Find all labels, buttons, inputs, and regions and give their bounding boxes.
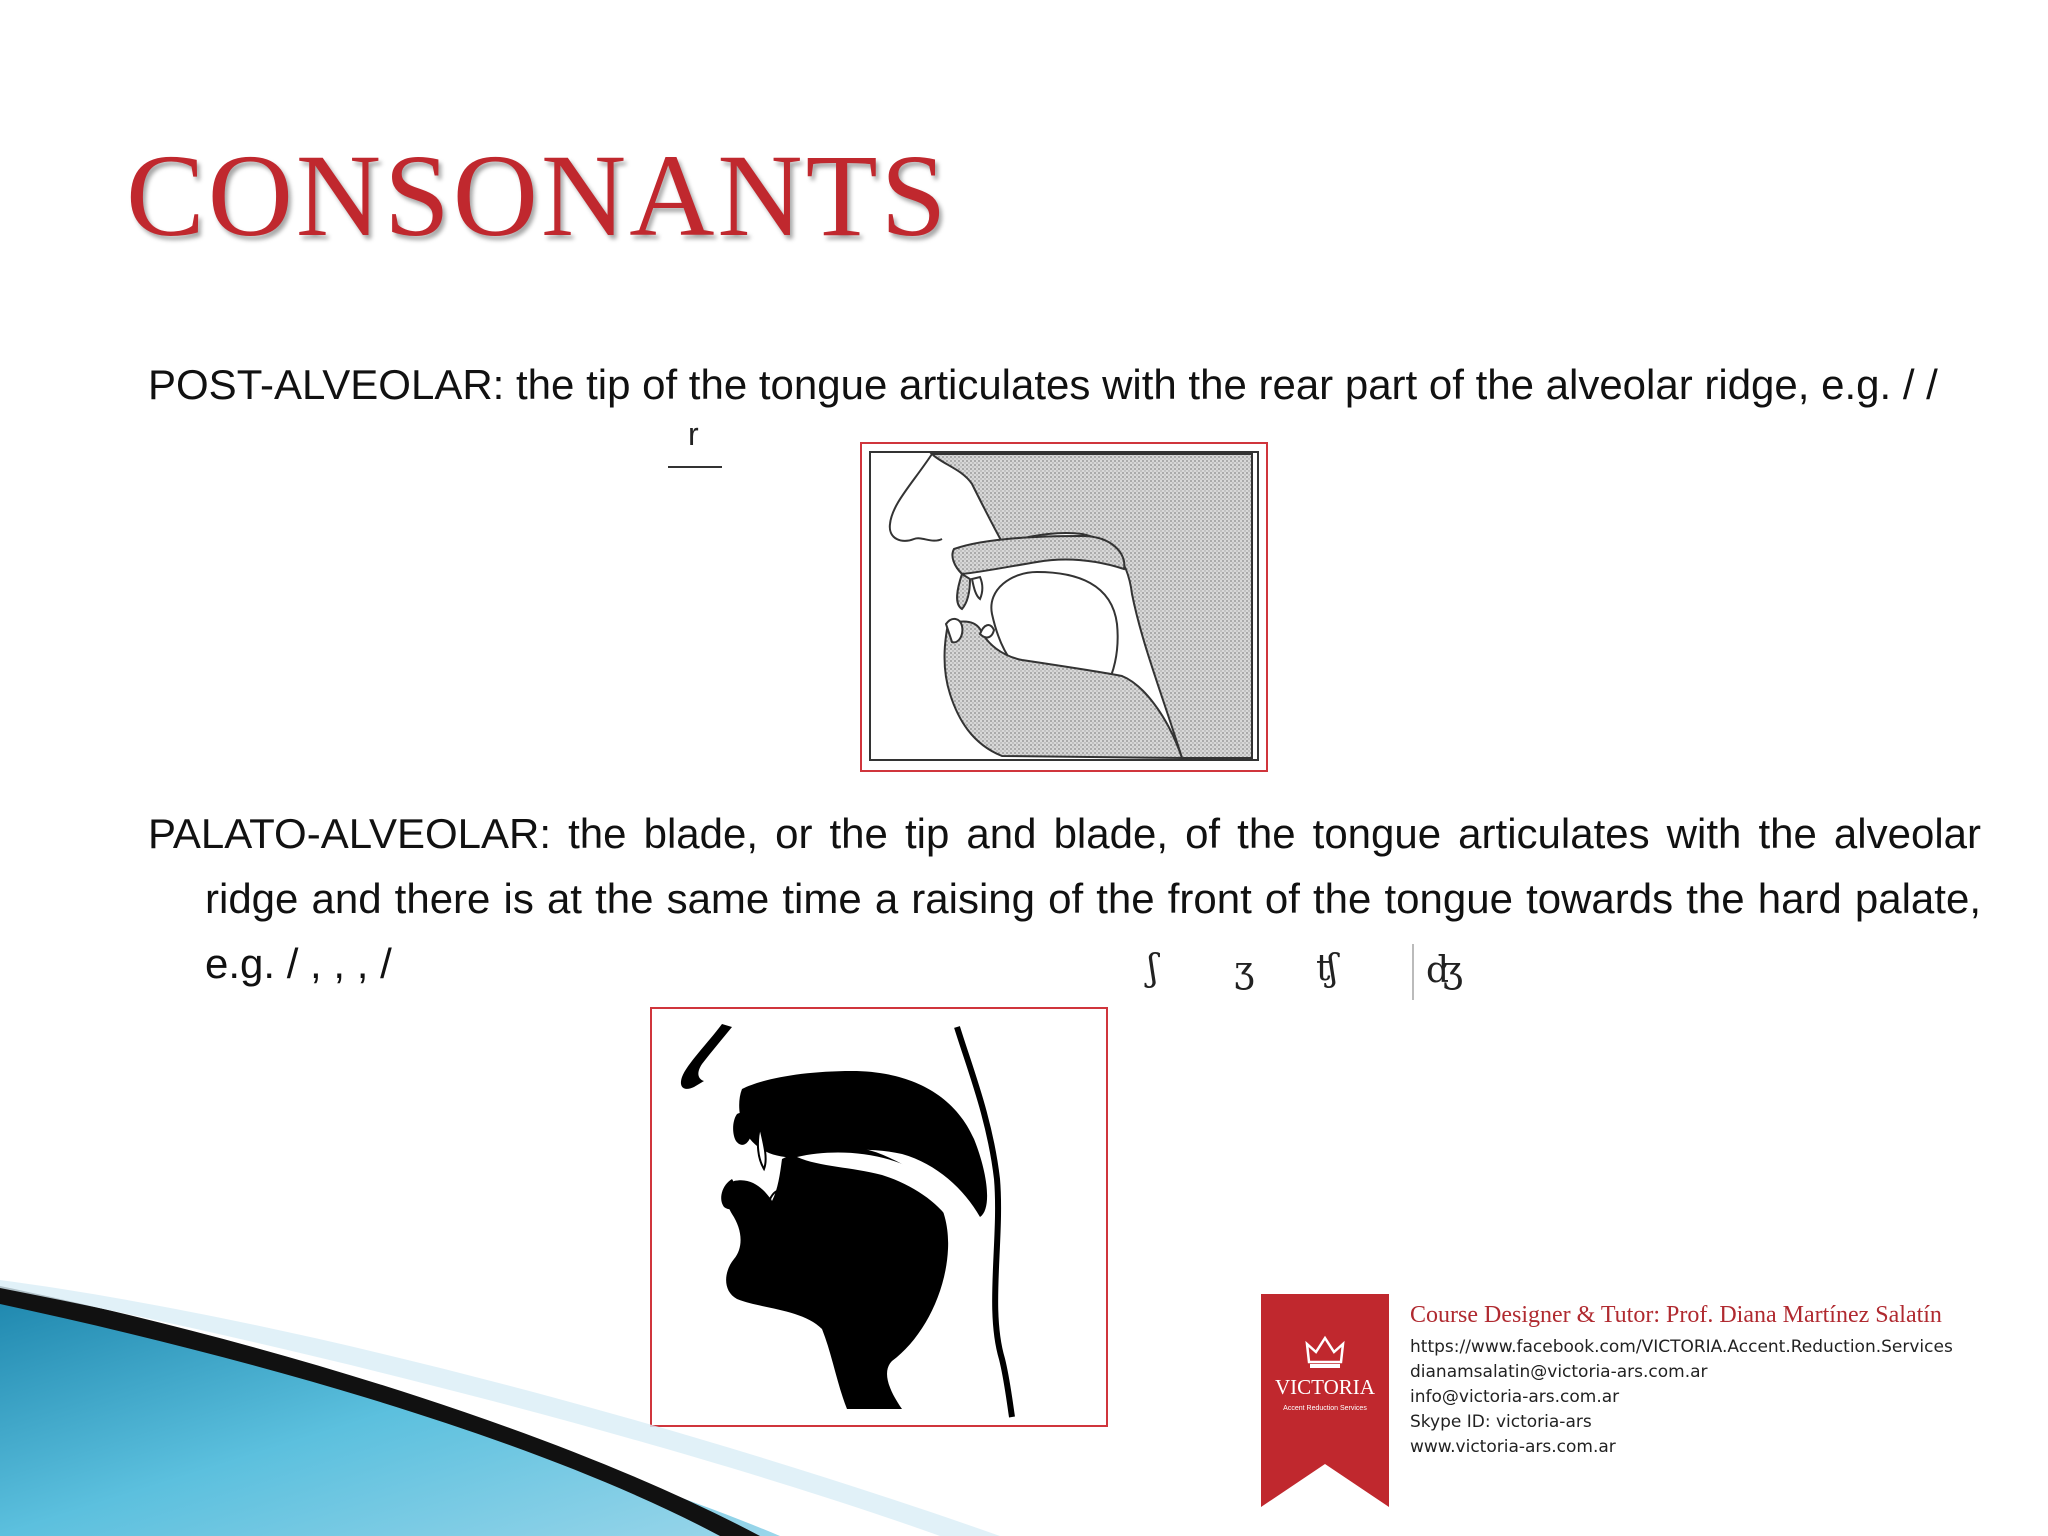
logo-tagline: Accent Reduction Services bbox=[1283, 1405, 1367, 1412]
symbol-underline bbox=[668, 466, 722, 468]
decorative-swoosh bbox=[0, 1280, 1000, 1536]
symbol-divider bbox=[1412, 944, 1414, 1000]
logo-name: VICTORIA bbox=[1275, 1375, 1375, 1399]
victoria-logo bbox=[1261, 1294, 1389, 1507]
credits-block bbox=[1410, 1302, 1953, 1460]
palato-alveolar-description: PALATO-ALVEOLAR: the blade, or the tip and blade, of the tongue articulates with the alveolar ridge and there is at the same time a raising of the front of the tongue towards the hard palate, e.g. / , , , / bbox=[148, 810, 1981, 987]
website-link[interactable]: www.victoria-ars.com.ar bbox=[1410, 1437, 1616, 1457]
ipa-symbol: ʧ bbox=[1316, 948, 1338, 989]
email-diana[interactable]: dianamsalatin@victoria-ars.com.ar bbox=[1410, 1362, 1708, 1382]
email-info[interactable]: info@victoria-ars.com.ar bbox=[1410, 1387, 1620, 1407]
post-alveolar-diagram bbox=[860, 442, 1268, 772]
ipa-symbol: ʤ bbox=[1426, 950, 1464, 991]
facebook-link[interactable]: https://www.facebook.com/VICTORIA.Accent.Reduction.Services bbox=[1410, 1337, 1953, 1357]
ipa-symbol: ʃ bbox=[1148, 948, 1158, 989]
slide-title: CONSONANTS bbox=[126, 130, 950, 261]
course-designer-heading: Course Designer & Tutor: Prof. Diana Martínez Salatín bbox=[1410, 1302, 1942, 1328]
post-alveolar-description: POST-ALVEOLAR: the tip of the tongue articulates with the rear part of the alveolar ridge, e.g. / / bbox=[148, 361, 1938, 408]
post-alveolar-symbol: r bbox=[688, 416, 699, 452]
ipa-symbol: ʒ bbox=[1234, 950, 1255, 991]
skype-id: Skype ID: victoria-ars bbox=[1410, 1412, 1592, 1432]
